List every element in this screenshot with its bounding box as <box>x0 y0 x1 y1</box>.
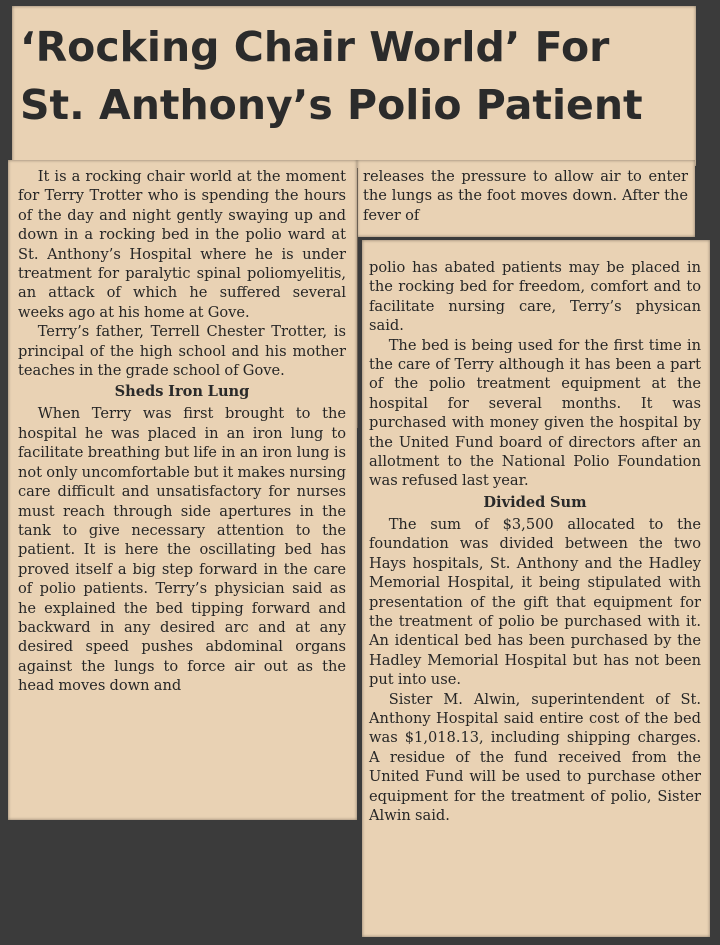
paragraph: Terry’s father, Terrell Chester Trotter, is principal of the high school and his mother teaches in the grade school of Gove. <box>18 323 346 380</box>
subheading-sheds-iron-lung: Sheds Iron Lung <box>114 383 250 401</box>
paragraph: Sister M. Alwin, superintendent of St. Anthony Hospital said entire cost of the bed was $1,018.13, including shipping charges. A residue of the fund received from the United Fund will be used to purchase other equipment for the treatment of polio, Sister Alwin said. <box>369 690 701 824</box>
column-rule <box>357 168 358 428</box>
paragraph: releases the pressure to allow air to enter the lungs as the foot moves down. After the fever of <box>363 168 688 224</box>
paragraph: The bed is being used for the first time in the care of Terry although it has been a part of the polio treatment equipment at the hospital for several months. It was purchased with money given the hospital by the United Fund board of directors after an allotment to the National Polio Foundation was refused last year. <box>369 336 701 490</box>
paragraph: The sum of $3,500 allocated to the foundation was divided between the two Hays hospitals, St. Anthony and the Hadley Memorial Hospital, it being stipulated with presentation of the gift that equipment for the treatment of polio be purchased with it. An identical bed has been purchased by the Hadley Memorial Hospital but has not been put into use. <box>369 515 701 689</box>
right-top-column <box>363 167 688 225</box>
subheading-divided-sum: Divided Sum <box>483 493 587 511</box>
paragraph: It is a rocking chair world at the moment for Terry Trotter who is spending the hours of the day and night gently swaying up and down in a rocking bed in the polio ward at St. Anthony’s Hospital where he is under treatment for paralytic spinal poliomyelitis, an attack of which he suffered several weeks ago at his home at Gove. <box>18 168 346 321</box>
paragraph: polio has abated patients may be placed in the rocking bed for freedom, comfort and to facilitate nursing care, Terry’s physican said. <box>369 259 701 335</box>
headline <box>20 18 690 134</box>
paragraph: When Terry was first brought to the hospital he was placed in an iron lung to facilitate breathing but life in an iron lung is not only uncomfortable but it makes nursing care difficult and unsatisfactory for nurses must reach through side apertures in the tank to give necessary attention to the patient. It is here the oscillating bed has proved itself a big step forward in the care of polio patients. Terry’s physician said as he explained the bed tipping forward and backward in any desired arc and at any desired speed pushes abdominal organs against the lungs to force air out as the head moves down and <box>18 405 346 695</box>
headline-line-2: St. Anthony’s Polio Patient <box>20 81 643 129</box>
right-column <box>369 258 701 825</box>
left-column <box>18 167 346 696</box>
headline-line-1: ‘Rocking Chair World’ For <box>20 23 610 71</box>
